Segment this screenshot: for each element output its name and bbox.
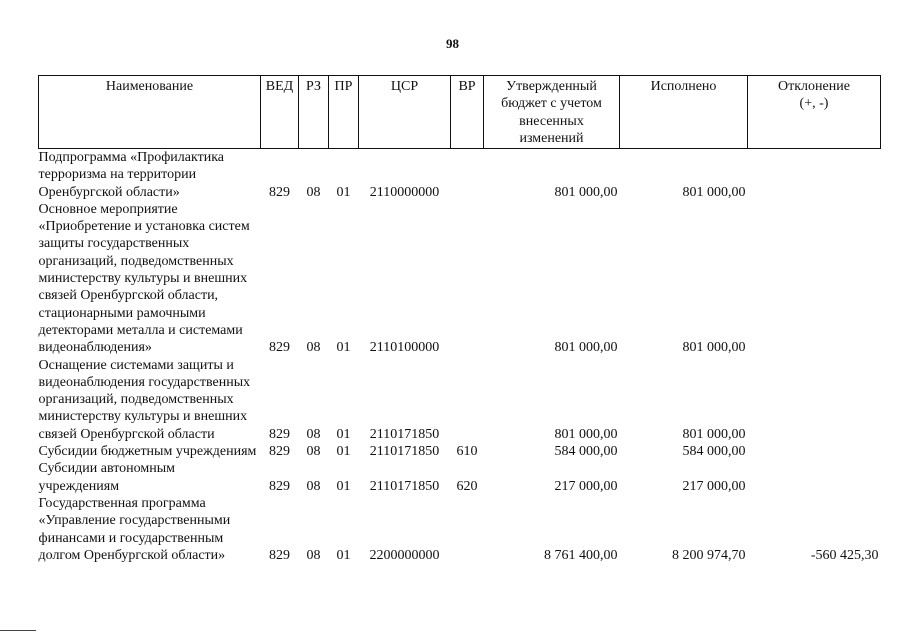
header-deviation <box>748 76 881 149</box>
row-deviation <box>748 201 881 357</box>
row-approved: 217 000,00 <box>554 478 618 494</box>
row-vr: 620 <box>456 478 478 494</box>
table-row <box>39 149 881 201</box>
header-name: Наименование <box>39 76 261 149</box>
row-csr: 2200000000 <box>369 547 440 563</box>
row-pr: 01 <box>336 444 351 460</box>
row-approved: 584 000,00 <box>554 444 618 460</box>
row-rz: 08 <box>306 547 321 563</box>
header-vr: ВР <box>451 76 484 149</box>
row-name: Оснащение системами защиты и видеонаблюдения государственных организаций, подведомственных министерству культуры и внешних связей Оренбургской области <box>38 357 251 442</box>
row-vr <box>451 495 484 564</box>
row-pr: 01 <box>336 184 351 200</box>
row-pr: 01 <box>336 478 351 494</box>
row-approved: 801 000,00 <box>554 184 618 200</box>
row-ved: 829 <box>269 444 290 460</box>
table-row <box>39 495 881 564</box>
row-approved: 8 761 400,00 <box>544 547 618 563</box>
row-executed: 801 000,00 <box>682 340 746 356</box>
row-csr: 2110171850 <box>369 426 440 442</box>
header-approved-line: Утвержденный <box>506 79 597 94</box>
row-csr: 2110100000 <box>369 340 440 356</box>
row-deviation <box>748 443 881 460</box>
row-rz: 08 <box>306 444 321 460</box>
row-vr <box>451 201 484 357</box>
row-vr <box>451 357 484 443</box>
header-pr: ПР <box>329 76 359 149</box>
row-ved: 829 <box>269 426 290 442</box>
row-name: Субсидии автономным учреждениям <box>38 461 175 494</box>
table-row <box>39 201 881 357</box>
row-rz: 08 <box>306 426 321 442</box>
row-rz: 08 <box>306 184 321 200</box>
row-executed: 801 000,00 <box>682 426 746 442</box>
row-approved: 801 000,00 <box>554 426 618 442</box>
row-rz: 08 <box>306 478 321 494</box>
row-pr: 01 <box>336 426 351 442</box>
row-csr: 2110171850 <box>369 478 440 494</box>
row-executed: 584 000,00 <box>682 444 746 460</box>
table-header <box>39 76 881 149</box>
row-deviation <box>748 460 881 495</box>
header-rz: РЗ <box>299 76 329 149</box>
row-ved: 829 <box>269 478 290 494</box>
row-deviation <box>748 357 881 443</box>
table-row <box>39 357 881 443</box>
header-executed: Исполнено <box>620 76 748 149</box>
row-ved: 829 <box>269 547 290 563</box>
budget-table <box>38 75 881 564</box>
header-csr: ЦСР <box>359 76 451 149</box>
header-approved-line: изменений <box>519 130 584 146</box>
header-approved-budget <box>484 76 620 149</box>
row-executed: 801 000,00 <box>682 184 746 200</box>
row-ved: 829 <box>269 340 290 356</box>
header-approved-line: бюджет с учетом <box>501 96 602 112</box>
table-body <box>39 149 881 565</box>
row-ved: 829 <box>269 184 290 200</box>
row-name: Субсидии бюджетным учреждениям <box>38 444 257 460</box>
page-number: 98 <box>446 36 459 51</box>
header-approved-line: внесенных <box>519 113 584 129</box>
row-vr <box>451 149 484 201</box>
header-deviation-line: Отклонение <box>778 79 850 94</box>
header-deviation-line: (+, -) <box>799 96 829 112</box>
header-ved: ВЕД <box>261 76 299 149</box>
row-pr: 01 <box>336 340 351 356</box>
row-deviation <box>748 149 881 201</box>
row-csr: 2110171850 <box>369 444 440 460</box>
scan-edge-mark <box>0 630 36 631</box>
row-csr: 2110000000 <box>369 184 440 200</box>
table-row <box>39 460 881 495</box>
row-executed: 8 200 974,70 <box>672 547 746 563</box>
row-vr: 610 <box>456 444 478 460</box>
row-name: Подпрограмма «Профилактика терроризма на территории Оренбургской области» <box>38 150 225 200</box>
row-approved: 801 000,00 <box>554 340 618 356</box>
row-name: Государственная программа «Управление государственными финансами и государственным долгом Оренбургской области» <box>38 495 231 563</box>
row-deviation: -560 425,30 <box>810 547 879 563</box>
row-executed: 217 000,00 <box>682 478 746 494</box>
row-name: Основное мероприятие «Приобретение и установка систем защиты государственных организаций, подведомственных министерству культуры и внешних связей Оренбургской области, стационарными рамочными детекторами металла и системами видеонаблюдения» <box>38 201 250 356</box>
table-row <box>39 443 881 460</box>
row-rz: 08 <box>306 340 321 356</box>
row-pr: 01 <box>336 547 351 563</box>
